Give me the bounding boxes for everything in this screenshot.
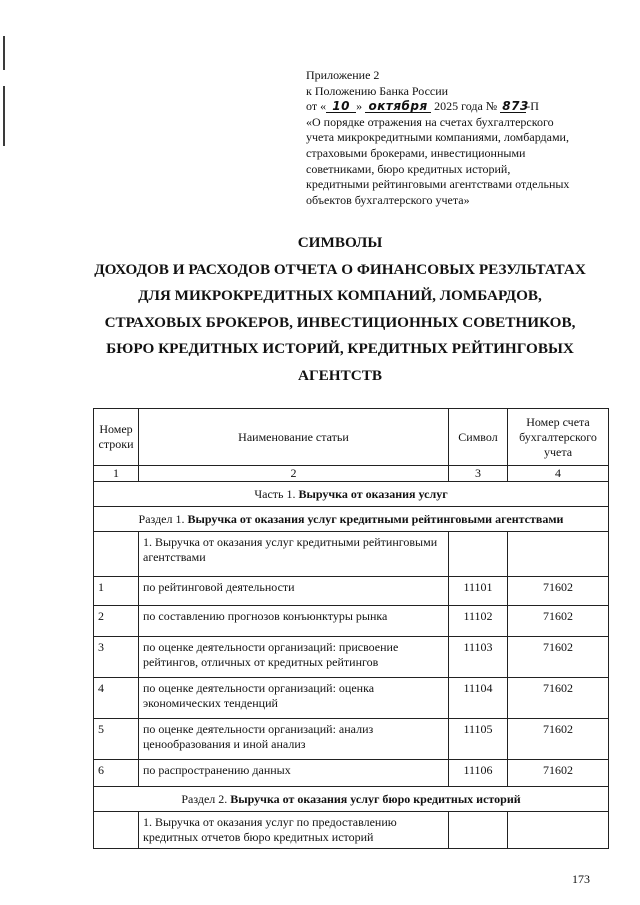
row-name: по оценке деятельности организаций: оценка экономических тенденций (139, 678, 449, 719)
table-row (94, 577, 609, 606)
handwritten-month: октября (365, 100, 431, 113)
row-number: 4 (94, 678, 139, 719)
handwritten-number: 873 (502, 99, 529, 114)
row-symbol: 11101 (449, 577, 508, 606)
title-line: ДЛЯ МИКРОКРЕДИТНЫХ КОМПАНИЙ, ЛОМБАРДОВ, (138, 287, 542, 305)
appendix-title-line: советниками, бюро кредитных историй, (306, 161, 511, 176)
column-number: 1 (94, 466, 139, 482)
appendix-title-line: «О порядке отражения на счетах бухгалтерского (306, 114, 554, 129)
title-line: БЮРО КРЕДИТНЫХ ИСТОРИЙ, КРЕДИТНЫХ РЕЙТИНГОВЫХ (106, 340, 574, 358)
section-heading: Раздел 1. Выручка от оказания услуг кредитными рейтинговыми агентствами (94, 507, 609, 532)
row-account: 71602 (508, 678, 609, 719)
table-row (94, 678, 609, 719)
group-row (94, 812, 609, 849)
section-heading-row (94, 787, 609, 812)
handwritten-day: 10 (326, 100, 356, 113)
row-name: по составлению прогнозов конъюнктуры рынка (139, 606, 449, 637)
title-line: АГЕНТСТВ (298, 366, 382, 384)
table-row (94, 719, 609, 760)
column-number: 4 (508, 466, 609, 482)
row-name: по оценке деятельности организаций: анализ ценообразования и иной анализ (139, 719, 449, 760)
appendix-header (306, 68, 626, 208)
row-name: по рейтинговой деятельности (139, 577, 449, 606)
appendix-regulation: к Положению Банка России (306, 83, 449, 98)
row-number: 1 (94, 577, 139, 606)
table-row (94, 606, 609, 637)
part-heading-row (94, 482, 609, 507)
title-line: ДОХОДОВ И РАСХОДОВ ОТЧЕТА О ФИНАНСОВЫХ РЕЗУЛЬТАТАХ (94, 260, 586, 278)
scan-edge-mark (3, 86, 5, 146)
row-symbol: 11104 (449, 678, 508, 719)
document-title (60, 230, 620, 390)
column-number: 2 (139, 466, 449, 482)
table-row (94, 637, 609, 678)
appendix-title-line: объектов бухгалтерского учета» (306, 192, 470, 207)
section-heading-row (94, 507, 609, 532)
header-row-number: Номер строки (94, 409, 139, 466)
group-title: 1. Выручка от оказания услуг кредитными рейтинговыми агентствами (139, 532, 449, 577)
row-number: 5 (94, 719, 139, 760)
title-line: СИМВОЛЫ (297, 234, 383, 251)
section-heading: Раздел 2. Выручка от оказания услуг бюро кредитных историй (94, 787, 609, 812)
header-account: Номер счета бухгалтерского учета (508, 409, 609, 466)
appendix-title-line: страховыми брокерами, инвестиционными (306, 145, 526, 160)
row-account: 71602 (508, 637, 609, 678)
symbols-table (93, 408, 609, 849)
scan-edge-mark (3, 36, 5, 70)
row-symbol: 11103 (449, 637, 508, 678)
row-symbol: 11102 (449, 606, 508, 637)
column-number: 3 (449, 466, 508, 482)
table-row (94, 760, 609, 787)
group-row (94, 532, 609, 577)
row-account: 71602 (508, 719, 609, 760)
row-number: 6 (94, 760, 139, 787)
header-symbol: Символ (449, 409, 508, 466)
appendix-label: Приложение 2 (306, 68, 380, 82)
row-account: 71602 (508, 760, 609, 787)
row-number: 3 (94, 637, 139, 678)
part-heading: Часть 1. Выручка от оказания услуг (94, 482, 609, 507)
table-header-row (94, 409, 609, 466)
row-name: по распространению данных (139, 760, 449, 787)
page-number: 173 (572, 872, 590, 886)
row-symbol: 11106 (449, 760, 508, 787)
title-line: СТРАХОВЫХ БРОКЕРОВ, ИНВЕСТИЦИОННЫХ СОВЕТНИКОВ, (104, 313, 576, 331)
column-number-row (94, 466, 609, 482)
appendix-title-line: учета микрокредитными компаниями, ломбардами, (306, 130, 569, 145)
appendix-title-line: кредитными рейтинговыми агентствами отдельных (306, 177, 570, 192)
row-symbol: 11105 (449, 719, 508, 760)
header-item-name: Наименование статьи (139, 409, 449, 466)
group-title: 1. Выручка от оказания услуг по предоставлению кредитных отчетов бюро кредитных историй (139, 812, 449, 849)
row-number: 2 (94, 606, 139, 637)
appendix-date-line: от « 10 » октября 2025 года № 873-П (306, 99, 539, 114)
row-account: 71602 (508, 606, 609, 637)
row-account: 71602 (508, 577, 609, 606)
row-name: по оценке деятельности организаций: присвоение рейтингов, отличных от кредитных рейтингов (139, 637, 449, 678)
